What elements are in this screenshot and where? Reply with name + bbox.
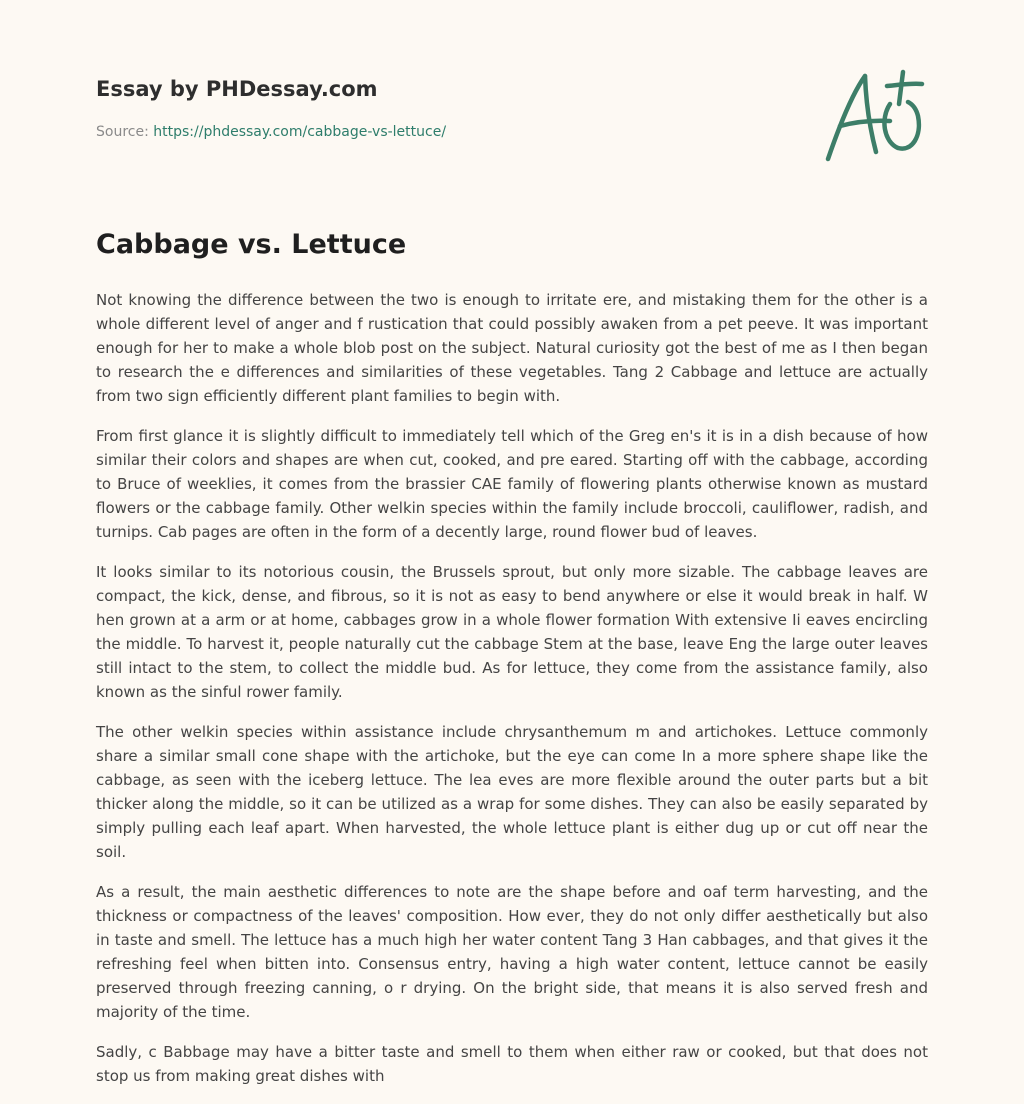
essay-header xyxy=(96,75,656,141)
essay-paragraph: Not knowing the difference between the two is enough to irritate ere, and mistaking them for the other is a whole different level of anger and f rustication that could possibly awaken from a pet peeve. It was important enough for her to make a whole blob post on the subject. Natural curiosity got the best of me as I then began to research the e differences and similarities of these vegetables. Tang 2 Cabbage and lettuce are actually from two sign efficiently different plant families to begin with. xyxy=(96,291,928,405)
essay-paragraph: It looks similar to its notorious cousin, the Brussels sprout, but only more sizable. The cabbage leaves are compact, the kick, dense, and fibrous, so it is not as easy to bend anywhere or else it would break in half. W hen grown at a arm or at home, cabbages grow in a whole flower formation With extensive Ii eaves encircling the middle. To harvest it, people naturally cut the cabbage Stem at the base, leave Eng the large outer leaves still intact to the stem, to collect the middle bud. As for lettuce, they come from the assistance family, also known as the sinful rower family. xyxy=(96,563,928,701)
essay-title: Cabbage vs. Lettuce xyxy=(96,229,407,260)
a-plus-grade-icon xyxy=(820,64,930,168)
essay-paragraph: The other welkin species within assistance include chrysanthemum m and artichokes. Lettuce commonly share a similar small cone shape with the artichoke, but the eye can come In a more sphere shape like the cabbage, as seen with the iceberg lettuce. The lea eves are more flexible around the outer parts but a bit thicker along the middle, so it can be utilized as a wrap for some dishes. They can also be easily separated by simply pulling each leaf apart. When harvested, the whole lettuce plant is either dug up or cut off near the soil. xyxy=(96,723,928,861)
essay-body xyxy=(96,225,928,1104)
essay-paragraph: Sadly, c Babbage may have a bitter taste and smell to them when either raw or cooked, but that does not stop us from making great dishes with xyxy=(96,1043,928,1085)
source-line xyxy=(96,123,656,141)
source-link[interactable]: https://phdessay.com/cabbage-vs-lettuce/ xyxy=(153,124,447,140)
source-label: Source: xyxy=(96,124,149,140)
essay-paragraph: From first glance it is slightly difficult to immediately tell which of the Greg en's it is in a dish because of how similar their colors and shapes are when cut, cooked, and pre eared. Starting off with the cabbage, according to Bruce of weeklies, it comes from the brassier CAE family of flowering plants otherwise known as mustard flowers or the cabbage family. Other welkin species within the family include broccoli, cauliflower, radish, and turnips. Cab pages are often in the form of a decently large, round flower bud of leaves. xyxy=(96,427,928,541)
site-title: Essay by PHDessay.com xyxy=(96,77,378,101)
essay-paragraph: As a result, the main aesthetic differences to note are the shape before and oaf term harvesting, and the thickness or compactness of the leaves' composition. How ever, they do not only differ aesthetically but also in taste and smell. The lettuce has a much high her water content Tang 3 Han cabbages, and that gives it the refreshing feel when bitten into. Consensus entry, having a high water content, lettuce cannot be easily preserved through freezing canning, o r drying. On the bright side, that means it is also served fresh and majority of the time. xyxy=(96,883,928,1021)
